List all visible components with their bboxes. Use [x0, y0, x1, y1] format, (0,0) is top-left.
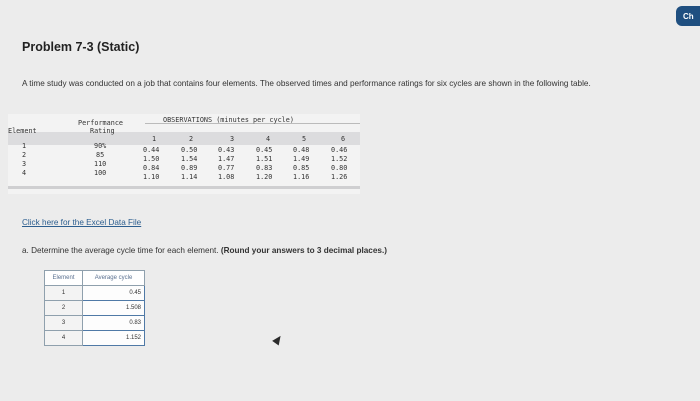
cycle-header: 1 [152, 135, 157, 143]
table-row [45, 316, 145, 331]
answer-element: 3 [45, 316, 83, 331]
row-rating: 90% [94, 142, 107, 150]
row-value: 1.16 [293, 173, 310, 181]
row-element: 4 [22, 169, 27, 177]
observations-bottom-rule [8, 186, 360, 189]
average-cycle-input[interactable]: 0.45 [83, 286, 145, 301]
row-value: 0.89 [181, 164, 198, 172]
average-cycle-input[interactable]: 1.152 [83, 331, 145, 346]
row-value: 0.44 [143, 146, 160, 154]
excel-data-link[interactable]: Click here for the Excel Data File [22, 218, 142, 227]
observations-header: OBSERVATIONS (minutes per cycle) [163, 116, 294, 124]
row-value: 0.46 [331, 146, 348, 154]
row-value: 0.84 [143, 164, 160, 172]
row-value: 1.47 [218, 155, 235, 163]
row-value: 1.26 [331, 173, 348, 181]
observations-header-band [8, 132, 360, 145]
question-a [22, 246, 387, 255]
row-value: 1.49 [293, 155, 310, 163]
row-value: 0.45 [256, 146, 273, 154]
row-value: 0.48 [293, 146, 310, 154]
question-rounding-note: (Round your answers to 3 decimal places.) [220, 246, 387, 255]
answer-element: 2 [45, 301, 83, 316]
row-value: 0.50 [181, 146, 198, 154]
problem-title: Problem 7-3 (Static) [22, 40, 140, 54]
row-rating: 110 [94, 160, 107, 168]
average-cycle-input[interactable]: 1.508 [83, 301, 145, 316]
cycle-header: 2 [189, 135, 194, 143]
row-value: 0.77 [218, 164, 235, 172]
row-rating: 100 [94, 169, 107, 177]
row-value: 1.54 [181, 155, 198, 163]
row-value: 1.50 [143, 155, 160, 163]
row-value: 1.51 [256, 155, 273, 163]
row-element: 2 [22, 151, 27, 159]
row-rating: 85 [96, 151, 105, 159]
check-button[interactable] [676, 6, 700, 26]
element-header: Element [8, 127, 37, 135]
cycle-header: 6 [341, 135, 346, 143]
row-value: 1.14 [181, 173, 198, 181]
table-row [45, 301, 145, 316]
cycle-header: 5 [302, 135, 307, 143]
row-value: 1.08 [218, 173, 235, 181]
row-value: 0.85 [293, 164, 310, 172]
problem-intro: A time study was conducted on a job that contains four elements. The observed times and performance ratings for six cycles are shown in the following table. [22, 79, 591, 88]
question-text: a. Determine the average cycle time for each element. [22, 246, 219, 255]
answer-element: 1 [45, 286, 83, 301]
row-element: 3 [22, 160, 27, 168]
rating-header-1: Performance [78, 119, 124, 127]
row-value: 1.20 [256, 173, 273, 181]
answer-col-average: Average cycle [83, 271, 145, 286]
answer-col-element: Element [45, 271, 83, 286]
check-button-label: Ch [683, 11, 694, 21]
cycle-header: 4 [266, 135, 271, 143]
average-cycle-input[interactable]: 0.83 [83, 316, 145, 331]
row-value: 0.83 [256, 164, 273, 172]
table-row [45, 286, 145, 301]
mouse-cursor-icon [272, 334, 284, 346]
row-value: 1.52 [331, 155, 348, 163]
answer-element: 4 [45, 331, 83, 346]
table-row [45, 331, 145, 346]
observations-table [8, 114, 360, 194]
row-element: 1 [22, 142, 27, 150]
rating-header-2: Rating [90, 127, 115, 135]
cycle-header: 3 [230, 135, 235, 143]
row-value: 0.80 [331, 164, 348, 172]
row-value: 1.10 [143, 173, 160, 181]
answer-table [44, 270, 145, 346]
row-value: 0.43 [218, 146, 235, 154]
